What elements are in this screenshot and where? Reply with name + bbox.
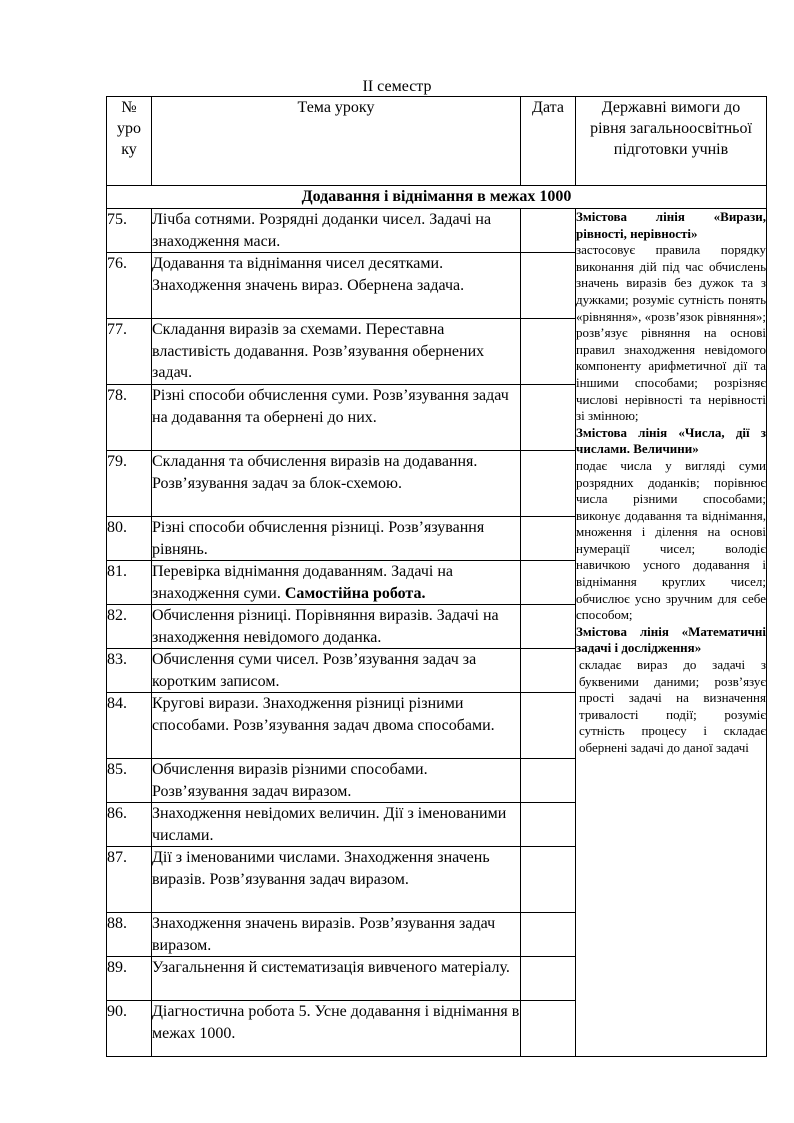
lesson-date	[521, 913, 576, 957]
lesson-topic: Різні способи обчислення різниці. Розв’язування рівнянь.	[152, 517, 521, 561]
lesson-topic: Обчислення суми чисел. Розв’язування задач за коротким записом.	[152, 649, 521, 693]
lesson-topic: Обчислення виразів різними способами. Розв’язування задач виразом.	[152, 759, 521, 803]
lesson-number: 83.	[107, 649, 152, 693]
req-line1-text: застосовує правила порядку виконання дій під час обчислень значень виразів без дужок та з дужками; розуміє сутність понять «рівняння», «розв’язок рівняння»; розв’язує рівняння на основі правил знаходження невідомого компоненту арифметичної дії та іншими способами; розрізняє числові нерівності та нерівності зі змінною;	[576, 242, 766, 424]
lesson-topic: Узагальнення й систематизація вивченого матеріалу.	[152, 957, 521, 1001]
lesson-topic: Складання виразів за схемами. Переставна властивість додавання. Розв’язування обернених задач.	[152, 319, 521, 385]
lesson-number: 84.	[107, 693, 152, 759]
lesson-date	[521, 451, 576, 517]
lesson-date	[521, 693, 576, 759]
lesson-number: 78.	[107, 385, 152, 451]
lesson-number: 86.	[107, 803, 152, 847]
lesson-date	[521, 209, 576, 253]
lesson-topic-text: Перевірка віднімання додаванням. Задачі на знаходження суми.	[152, 563, 453, 602]
lesson-number: 80.	[107, 517, 152, 561]
lesson-date	[521, 253, 576, 319]
section-row	[107, 186, 767, 209]
lesson-number: 90.	[107, 1001, 152, 1057]
lesson-topic	[152, 561, 521, 605]
req-line3-title: Змістова лінія «Математичні задачі і дослідження»	[576, 623, 766, 656]
lesson-date	[521, 605, 576, 649]
table-header-row	[107, 97, 767, 186]
independent-work-label: Самостійна робота.	[284, 584, 426, 602]
lesson-topic: Додавання та віднімання чисел десятками. Знаходження значень вираз. Обернена задача.	[152, 253, 521, 319]
lesson-date	[521, 561, 576, 605]
lesson-number: 85.	[107, 759, 152, 803]
lesson-date	[521, 847, 576, 913]
req-line3-text: складає вираз до задачі з буквеними даними; розв’язує прості задачі на визначення тривалості події; розуміє сутність процесу і складає обернені задачі до даної задачі	[579, 657, 766, 755]
lesson-topic: Кругові вирази. Знаходження різниці різними способами. Розв’язування задач двома способами.	[152, 693, 521, 759]
lesson-number: 82.	[107, 605, 152, 649]
header-topic: Тема уроку	[152, 97, 521, 186]
lesson-topic: Складання та обчислення виразів на додавання. Розв’язування задач за блок-схемою.	[152, 451, 521, 517]
lesson-topic: Знаходження невідомих величин. Дії з іменованими числами.	[152, 803, 521, 847]
lesson-topic: Різні способи обчислення суми. Розв’язування задач на додавання та обернені до них.	[152, 385, 521, 451]
lesson-date	[521, 803, 576, 847]
section-title: Додавання і віднімання в межах 1000	[107, 186, 767, 209]
header-num: № уро ку	[107, 97, 152, 186]
header-date: Дата	[521, 97, 576, 186]
lesson-plan-table	[106, 96, 767, 1057]
lesson-topic: Лічба сотнями. Розрядні доданки чисел. Задачі на знаходження маси.	[152, 209, 521, 253]
lesson-number: 75.	[107, 209, 152, 253]
lesson-date	[521, 385, 576, 451]
requirements-cell	[576, 209, 767, 1057]
req-line2-text: подає числа у вигляді суми розрядних доданків; порівнює числа різними способами; виконує додавання та віднімання, множення і ділення на основі нумерації чисел; володіє навичкою усного додавання і віднімання круглих чисел; обчислює усно зручним для себе способом;	[576, 457, 766, 623]
lesson-number: 77.	[107, 319, 152, 385]
lesson-number: 87.	[107, 847, 152, 913]
lesson-date	[521, 957, 576, 1001]
lesson-topic: Обчислення різниці. Порівняння виразів. Задачі на знаходження невідомого доданка.	[152, 605, 521, 649]
lesson-date	[521, 649, 576, 693]
lesson-topic: Діагностична робота 5. Усне додавання і віднімання в межах 1000.	[152, 1001, 521, 1057]
req-line2-title: Змістова лінія «Числа, дії з числами. Величини»	[576, 424, 766, 457]
lesson-number: 88.	[107, 913, 152, 957]
lesson-topic: Знаходження значень виразів. Розв’язування задач виразом.	[152, 913, 521, 957]
lesson-date	[521, 1001, 576, 1057]
lesson-date	[521, 759, 576, 803]
lesson-topic: Дії з іменованими числами. Знаходження значень виразів. Розв’язування задач виразом.	[152, 847, 521, 913]
semester-title: II семестр	[362, 78, 432, 95]
lesson-number: 76.	[107, 253, 152, 319]
req-line1-title: Змістова лінія «Вирази, рівності, нерівності»	[576, 209, 766, 241]
lesson-date	[521, 517, 576, 561]
lesson-date	[521, 319, 576, 385]
header-requirements: Державні вимоги до рівня загальноосвітньої підготовки учнів	[576, 97, 767, 186]
lesson-number: 89.	[107, 957, 152, 1001]
lesson-number: 81.	[107, 561, 152, 605]
table-row	[107, 209, 767, 253]
lesson-number: 79.	[107, 451, 152, 517]
